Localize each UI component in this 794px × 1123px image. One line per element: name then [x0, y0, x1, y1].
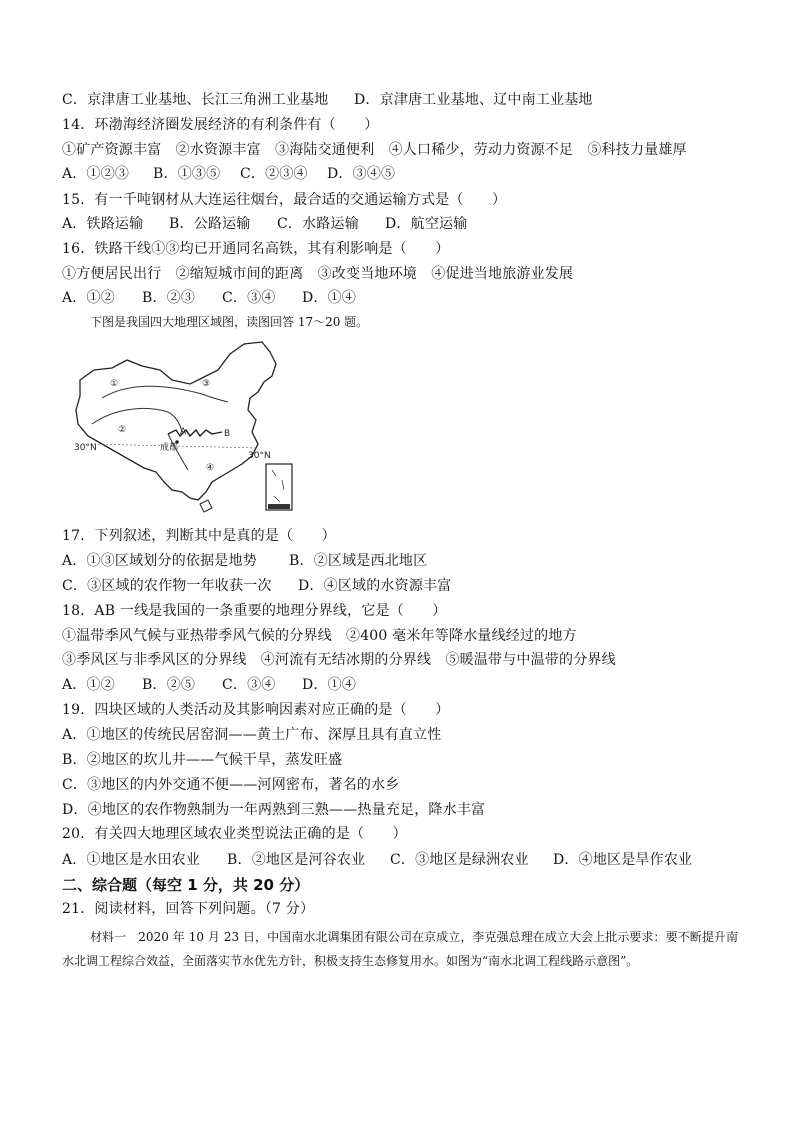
q16-option-a: A．①②	[62, 290, 115, 306]
map-label-region-1: ①	[110, 379, 119, 389]
map-svg	[72, 340, 302, 518]
china-outline	[76, 342, 276, 500]
q19-option-c: C．③地区的内外交通不便——河网密布，著名的水乡	[62, 777, 400, 793]
q16-items: ①方便居民出行 ②缩短城市间的距离 ③改变当地环境 ④促进当地旅游业发展	[62, 266, 574, 282]
q17-option-d: D．④区域的水资源丰富	[298, 578, 452, 594]
q18-options	[62, 675, 356, 695]
q18-option-b: B．②⑤	[142, 677, 196, 693]
q18-items-2: ③季风区与非季风区的分界线 ④河流有无结冰期的分界线 ⑤暖温带与中温带的分界线	[62, 652, 616, 668]
map-label-b: B	[224, 429, 231, 439]
q17-option-a: A．①③区域划分的依据是地势	[62, 553, 257, 569]
map-label-region-4: ④	[206, 463, 215, 473]
q16-option-b: B．②③	[142, 290, 196, 306]
q18-option-d: D．①④	[302, 677, 357, 693]
inset-islands	[272, 470, 284, 502]
q17-options-ab	[62, 551, 427, 571]
q14-option-d: D．③④⑤	[327, 166, 396, 182]
q16-option-d: D．①④	[302, 290, 357, 306]
map-label-chengdu: 成都	[160, 443, 179, 453]
ab-line	[168, 430, 222, 436]
q20-option-c: C．③地区是绿洲农业	[390, 852, 529, 868]
region-boundary-qinghai	[92, 408, 182, 432]
china-regions-map	[72, 340, 302, 518]
q15-option-d: D．航空运输	[385, 216, 468, 232]
hainan-island	[200, 500, 212, 512]
map-label-lat-right: 30°N	[248, 451, 271, 461]
q17-option-b: B．②区域是西北地区	[289, 553, 428, 569]
q19-option-a: A．①地区的传统民居窑洞——黄土广布、深厚且具有直立性	[62, 727, 442, 743]
q15-option-a: A．铁路运输	[62, 216, 144, 232]
q13-option-d: D．京津唐工业基地、辽中南工业基地	[354, 92, 593, 108]
q15-stem: 15．有一千吨钢材从大连运往烟台，最合适的交通运输方式是（ ）	[62, 192, 507, 208]
q18-option-a: A．①②	[62, 677, 115, 693]
q15-option-b: B．公路运输	[169, 216, 251, 232]
map-label-region-2: ②	[118, 425, 127, 435]
map-label-lat-left: 30°N	[74, 443, 97, 453]
q20-option-d: D．④地区是旱作农业	[553, 852, 693, 868]
inset-caption-box	[268, 504, 290, 509]
q17-options-cd	[62, 576, 451, 596]
q18-option-c: C．③④	[222, 677, 276, 693]
q14-options	[62, 164, 395, 184]
q16-stem: 16．铁路干线①③均已开通同名高铁，其有利影响是（ ）	[62, 241, 450, 257]
map-intro: 下图是我国四大地理区域图，读图回答 17～20 题。	[90, 315, 369, 329]
q13-option-c: C．京津唐工业基地、长江三角洲工业基地	[62, 92, 329, 108]
q15-options	[62, 214, 467, 234]
q19-option-d: D．④地区的农作物熟制为一年两熟到三熟——热量充足，降水丰富	[62, 802, 486, 818]
q14-stem: 14．环渤海经济圈发展经济的有利条件有（ ）	[62, 117, 379, 133]
q13-options-cd	[62, 90, 593, 110]
q19-stem: 19．四块区域的人类活动及其影响因素对应正确的是（ ）	[62, 702, 450, 718]
q16-option-c: C．③④	[222, 290, 276, 306]
q20-option-b: B．②地区是河谷农业	[227, 852, 366, 868]
q16-options	[62, 288, 356, 308]
q17-stem: 17．下列叙述，判断其中是真的是（ ）	[62, 528, 336, 544]
q18-stem: 18．AB 一线是我国的一条重要的地理分界线，它是（ ）	[62, 603, 447, 619]
south-china-sea-inset	[266, 464, 292, 510]
q14-option-b: B．①③⑤	[153, 166, 221, 182]
q19-option-b: B．②地区的坎儿井——气候干旱，蒸发旺盛	[62, 752, 343, 768]
q15-option-c: C．水路运输	[277, 216, 359, 232]
q21-stem: 21．阅读材料，回答下列问题。（7 分）	[62, 901, 315, 917]
map-label-region-3: ③	[202, 379, 211, 389]
map-label-a: A	[180, 427, 187, 437]
section-2-title: 二、综合题（每空 1 分，共 20 分）	[62, 876, 310, 894]
q20-option-a: A．①地区是水田农业	[62, 852, 201, 868]
q14-option-c: C．②③④	[240, 166, 308, 182]
q20-stem: 20．有关四大地理区域农业类型说法正确的是（ ）	[62, 826, 407, 842]
q14-items: ①矿产资源丰富 ②水资源丰富 ③海陆交通便利 ④人口稀少，劳动力资源不足 ⑤科技力量雄厚	[62, 142, 687, 158]
q14-option-a: A．①②③	[62, 166, 130, 182]
material-one: 材料一 2020 年 10 月 23 日，中国南水北调集团有限公司在京成立，李克强总理在成立大会上批示要求：要不断提升南水北调工程综合效益，全面落实节水优先方针，积极支持生态修复用水。如图为“南水北调工程线路示意图”。	[62, 930, 738, 968]
q18-items-1: ①温带季风气候与亚热带季风气候的分界线 ②400 毫米年等降水量线经过的地方	[62, 628, 577, 644]
q17-option-c: C．③区域的农作物一年收获一次	[62, 578, 272, 594]
q20-options	[62, 850, 692, 870]
